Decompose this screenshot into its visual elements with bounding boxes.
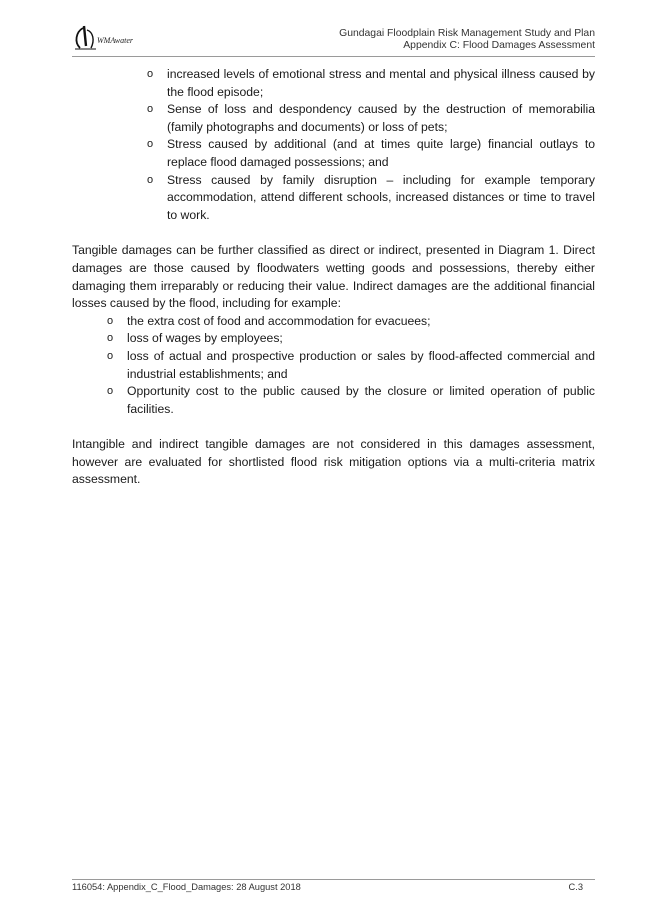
intangible-damages-list xyxy=(72,66,595,224)
header-titles xyxy=(339,28,595,52)
bullet-circle-icon: o xyxy=(107,385,114,398)
list-item: o increased levels of emotional stress and mental and physical illness caused by the flood episode; xyxy=(147,67,595,99)
logo-text: WMAwater xyxy=(97,36,133,45)
list-item: o loss of wages by employees; xyxy=(72,330,595,348)
footer-document-reference: 116054: Appendix_C_Flood_Damages: 28 August 2018 xyxy=(72,882,301,892)
list-item: o Stress caused by family disruption – including for example temporary accommodation, attend different schools, increased distances or time to travel to work. xyxy=(147,172,595,222)
bullet-circle-icon: o xyxy=(147,173,154,186)
assessment-scope-paragraph: Intangible and indirect tangible damages are not considered in this damages assessment, however are evaluated for shortlisted flood risk mitigation options via a multi-criteria matrix assessment. xyxy=(72,437,595,487)
bullet-circle-icon: o xyxy=(147,138,154,151)
bullet-circle-icon: o xyxy=(107,349,114,362)
list-item: o Sense of loss and despondency caused by the destruction of memorabilia (family photographs and documents) or loss of pets; xyxy=(147,102,595,134)
bullet-circle-icon: o xyxy=(147,103,154,116)
list-item: o Opportunity cost to the public caused by the closure or limited operation of public facilities. xyxy=(107,384,595,416)
page-body xyxy=(72,66,595,489)
page-footer xyxy=(72,879,595,892)
indirect-damages-list xyxy=(72,313,595,419)
list-item: o the extra cost of food and accommodation for evacuees; xyxy=(72,313,595,331)
bullet-circle-icon: o xyxy=(107,332,114,345)
bullet-circle-icon: o xyxy=(107,314,114,327)
tangible-damages-paragraph: Tangible damages can be further classified as direct or indirect, presented in Diagram 1. Direct damages are those caused by floodwaters wetting goods and possessions, thereby either damaging them irreparably or reducing their value. Indirect damages are the additional financial losses caused by the flood, including for example: xyxy=(72,243,595,311)
bullet-circle-icon: o xyxy=(147,68,154,80)
page-number: C.3 xyxy=(568,882,583,892)
appendix-title: Appendix C: Flood Damages Assessment xyxy=(403,40,595,51)
company-logo xyxy=(72,22,162,52)
list-item: o loss of actual and prospective production or sales by flood-affected commercial and industrial establishments; and xyxy=(107,348,595,381)
list-item: o Stress caused by additional (and at times quite large) financial outlays to replace flood damaged possessions; and xyxy=(147,137,595,169)
document-title: Gundagai Floodplain Risk Management Study and Plan xyxy=(339,28,595,39)
page-header xyxy=(72,22,595,57)
